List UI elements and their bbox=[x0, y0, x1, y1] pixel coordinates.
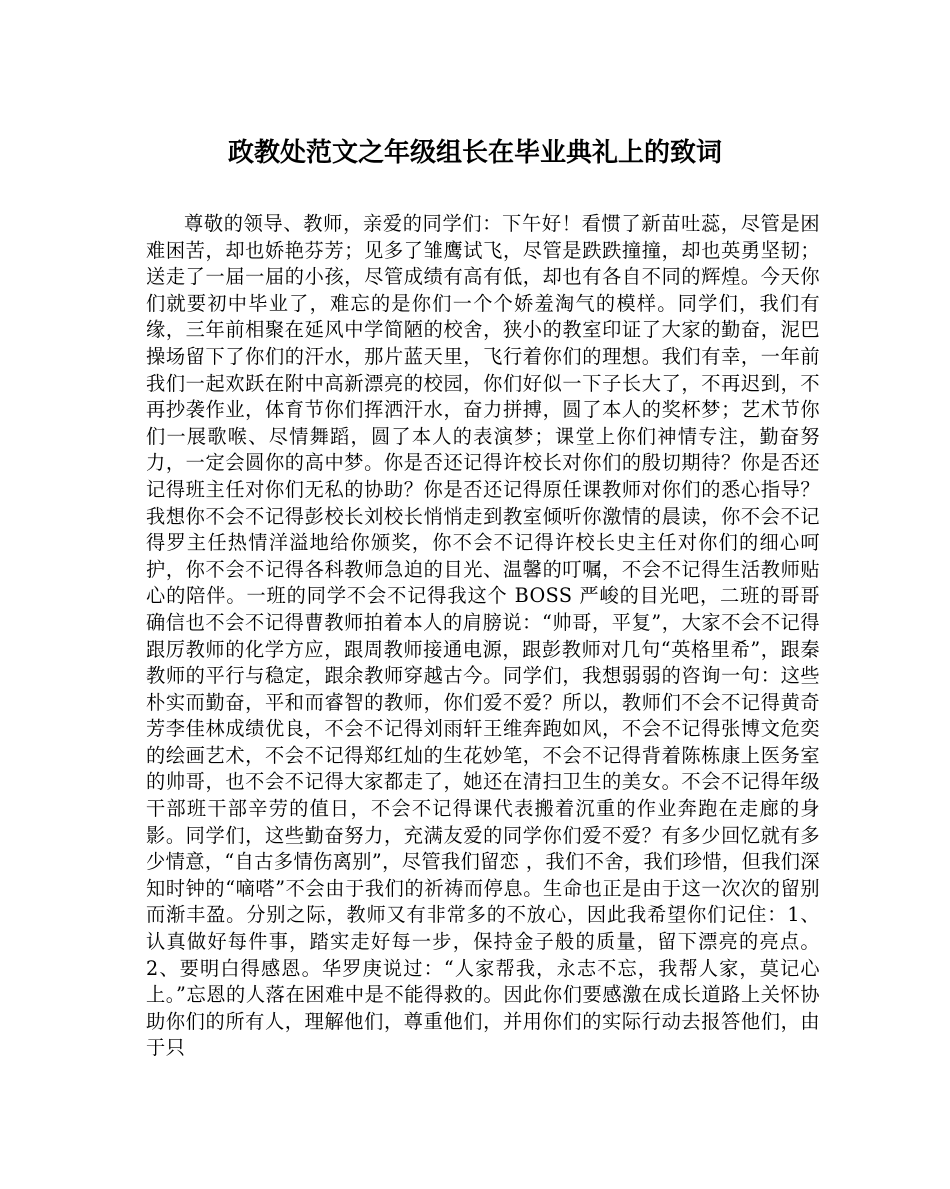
document-title: 政教处范文之年级组长在毕业典礼上的致词 bbox=[227, 138, 722, 168]
document-body-paragraph: 尊敬的领导、教师，亲爱的同学们：下午好！看惯了新苗吐蕊，尽管是困难困苦，却也娇艳芬芳；见多了雏鹰试飞，尽管是跌跌撞撞，却也英勇坚韧；送走了一届一届的小孩，尽管成绩有高有低，却也有各自不同的辉煌。今天你们就要初中毕业了，难忘的是你们一个个娇羞淘气的模样。同学们，我们有缘，三年前相聚在延风中学简陋的校舍，狭小的教室印证了大家的勤奋，泥巴操场留下了你们的汗水，那片蓝天里，飞行着你们的理想。我们有幸，一年前我们一起欢跃在附中高新漂亮的校园，你们好似一下子长大了，不再迟到，不再抄袭作业，体育节你们挥洒汗水，奋力拼搏，圆了本人的奖杯梦；艺术节你们一展歌喉、尽情舞蹈，圆了本人的表演梦；课堂上你们神情专注，勤奋努力，一定会圆你的高中梦。你是否还记得许校长对你们的殷切期待？你是否还记得班主任对你们无私的协助？你是否还记得原任课教师对你们的悉心指导？我想你不会不记得彭校长刘校长悄悄走到教室倾听你激情的晨读，你不会不记得罗主任热情洋溢地给你颁奖，你不会不记得许校长史主任对你们的细心呵护，你不会不记得各科教师急迫的目光、温馨的叮嘱，不会不记得生活教师贴心的陪伴。一班的同学不会不记得我这个 BOSS 严峻的目光吧，二班的哥哥确信也不会不记得曹教师拍着本人的肩膀说：“帅哥，平复”，大家不会不记得跟厉教师的化学方应，跟周教师接通电源，跟彭教师对几句“英格里希”，跟秦教师的平行与稳定，跟余教师穿越古今。同学们，我想弱弱的咨询一句：这些朴实而勤奋，平和而睿智的教师，你们爱不爱？所以，教师们不会不记得黄奇芳李佳林成绩优良，不会不记得刘雨轩王维奔跑如风，不会不记得张博文危奕的绘画艺术，不会不记得郑红灿的生花妙笔，不会不记得背着陈栋康上医务室的帅哥，也不会不记得大家都走了，她还在清扫卫生的美女。不会不记得年级干部班干部辛劳的值日，不会不记得课代表搬着沉重的作业奔跑在走廊的身影。同学们，这些勤奋努力，充满友爱的同学你们爱不爱？有多少回忆就有多少情意，“自古多情伤离别”，尽管我们留恋 ，我们不舍，我们珍惜，但我们深知时钟的“嘀嗒”不会由于我们的祈祷而停息。生命也正是由于这一次次的留别而渐丰盈。分别之际，教师又有非常多的不放心，因此我希望你们记住：1、认真做好每件事，踏实走好每一步，保持金子般的质量，留下漂亮的亮点。2、要明白得感恩。华罗庚说过：“人家帮我，永志不忘，我帮人家，莫记心上。”忘恩的人落在困难中是不能得救的。因此你们要感激在成长道路上关怀协助你们的所有人，理解他们，尊重他们，并用你们的实际行动去报答他们，由于只 bbox=[146, 212, 820, 1060]
